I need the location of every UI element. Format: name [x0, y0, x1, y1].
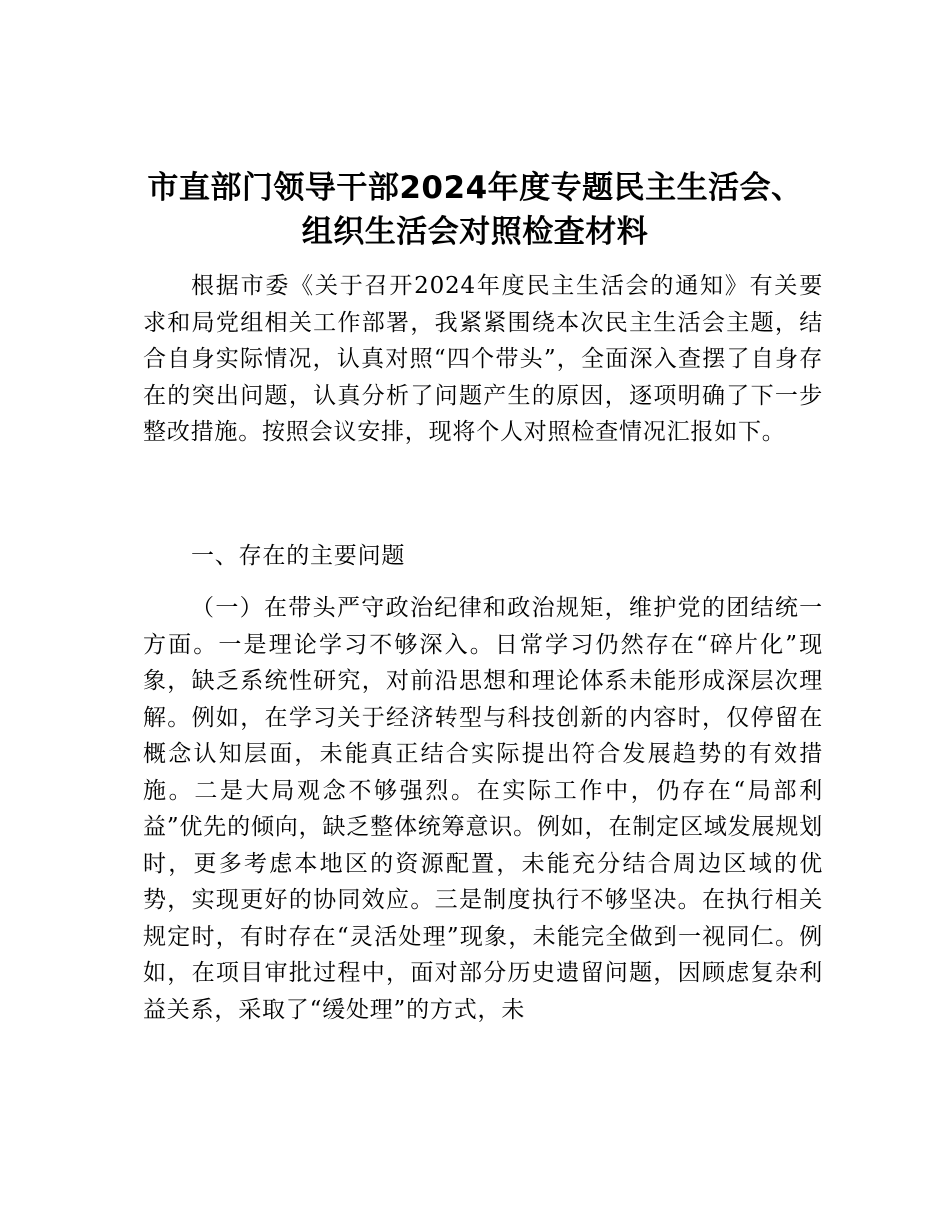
- section-paragraph-political-discipline: （一）在带头严守政治纪律和政治规矩，维护党的团结统一方面。一是理论学习不够深入。日常学习仍然存在“碎片化”现象，缺乏系统性研究，对前沿思想和理论体系未能形成深层次理解。例如，在学习关于经济转型与科技创新的内容时，仅停留在概念认知层面，未能真正结合实际提出符合发展趋势的有效措施。二是大局观念不够强烈。在实际工作中，仍存在“局部利益”优先的倾向，缺乏整体统筹意识。例如，在制定区域发展规划时，更多考虑本地区的资源配置，未能充分结合周边区域的优势，实现更好的协同效应。三是制度执行不够坚决。在执行相关规定时，有时存在“灵活处理”现象，未能完全做到一视同仁。例如，在项目审批过程中，面对部分历史遗留问题，因顾虑复杂利益关系，采取了“缓处理”的方式，未: [143, 595, 823, 1023]
- document-title-line-2: 组织生活会对照检查材料: [301, 214, 649, 250]
- document-title-line-1: 市直部门领导干部2024年度专题民主生活会、: [147, 170, 803, 206]
- intro-paragraph: 根据市委《关于召开2024年度民主生活会的通知》有关要求和局党组相关工作部署，我紧紧围绕本次民主生活会主题，结合自身实际情况，认真对照“四个带头”，全面深入查摆了自身存在的突出问题，认真分析了问题产生的原因，逐项明确了下一步整改措施。按照会议安排，现将个人对照检查情况汇报如下。: [143, 273, 823, 445]
- section-heading-main-problems: 一、存在的主要问题: [191, 543, 406, 569]
